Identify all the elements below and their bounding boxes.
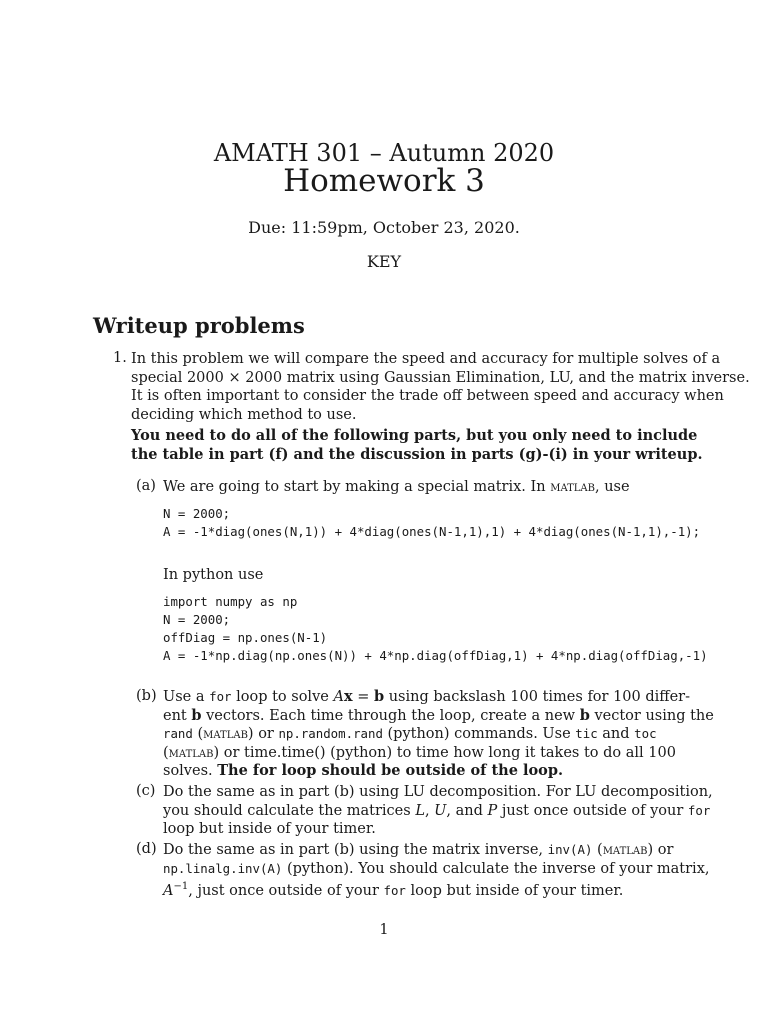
text: , just once outside of your	[188, 882, 384, 899]
part-d-line	[163, 841, 675, 860]
part-b-line	[163, 688, 690, 707]
section-heading: Writeup problems	[93, 313, 305, 338]
matlab-word: matlab	[203, 726, 248, 742]
text: (	[192, 726, 204, 742]
text: (python). You should calculate the inverse of your matrix,	[282, 860, 710, 877]
text: ent	[163, 707, 192, 724]
part-d-text	[163, 841, 710, 900]
part-d-label: (d)	[136, 841, 157, 857]
text: (python) commands. Use	[382, 726, 576, 742]
matlab-word: matlab	[168, 744, 214, 761]
code-for: for	[383, 882, 406, 898]
text: , and	[446, 802, 488, 819]
part-d-line	[163, 860, 710, 879]
due-date: Due: 11:59pm, October 23, 2020.	[248, 218, 520, 237]
math-b: b	[191, 706, 202, 724]
part-b-line	[163, 762, 675, 781]
text: and	[597, 726, 635, 742]
text: using backslash 100 times for 100 differ-	[384, 689, 690, 705]
part-c-text	[163, 783, 713, 839]
part-a-text	[163, 478, 675, 497]
text: vector using the	[589, 707, 714, 724]
part-c-line	[163, 802, 711, 821]
homework-title: Homework 3	[283, 163, 485, 199]
math-A: A	[163, 882, 174, 899]
text: (	[163, 744, 169, 761]
problem-instruction	[131, 427, 703, 464]
problem-number: 1.	[113, 350, 127, 366]
bold-note: The for loop should be outside of the loop.	[217, 762, 564, 779]
math-eq: =	[352, 689, 374, 705]
text: (	[592, 842, 603, 858]
instruction-line: You need to do all of the following parts, but you only need to include	[131, 427, 698, 444]
code-np-rand: np.random.rand	[278, 726, 383, 741]
text: ) or	[647, 842, 674, 858]
code-for: for	[687, 802, 711, 818]
part-c-line: loop but inside of your timer.	[163, 821, 376, 837]
text: just once outside of your	[497, 802, 688, 819]
text: you should calculate the matrices	[163, 802, 416, 819]
text: ) or	[247, 726, 279, 742]
key-label: KEY	[366, 252, 402, 271]
matlab-word: matlab	[550, 479, 595, 495]
part-d-line	[163, 878, 675, 900]
part-c-line: Do the same as in part (b) using LU decomposition. For LU decomposition,	[163, 784, 713, 800]
instruction-line: the table in part (f) and the discussion in parts (g)-(i) in your writeup.	[131, 445, 703, 463]
code-np-inv: np.linalg.inv(A)	[163, 860, 283, 876]
part-b-label: (b)	[136, 688, 157, 704]
course-title: AMATH 301 – Autumn 2020	[213, 139, 555, 167]
part-a-label: (a)	[136, 478, 156, 494]
part-c-label: (c)	[136, 783, 156, 799]
part-b-line	[163, 725, 675, 744]
intro-line: special 2000 × 2000 matrix using Gaussian Elimination, LU, and the matrix inverse.	[131, 369, 750, 386]
code-for: for	[209, 689, 232, 704]
python-code-block: import numpy as np N = 2000; offDiag = np.ones(N-1) A = -1*np.diag(np.ones(N)) + 4*np.diag(offDiag,1) + 4*np.diag(offDiag,-1)	[163, 594, 708, 663]
math-x: x	[343, 688, 353, 705]
part-b-line	[163, 706, 714, 726]
text: Use a	[163, 689, 210, 705]
problem-intro	[131, 350, 750, 424]
text: loop but inside of your timer.	[405, 882, 624, 899]
code-rand: rand	[163, 726, 193, 741]
math-b: b	[373, 688, 385, 705]
math-P: P	[487, 802, 498, 819]
math-L: L	[415, 802, 425, 819]
part-b-text	[163, 688, 714, 781]
text: ) or time.time() (python) to time how long it takes to do all 100	[213, 744, 676, 761]
part-b-line	[163, 744, 675, 763]
intro-line: In this problem we will compare the speed and accuracy for multiple solves of a	[131, 351, 721, 367]
text: Do the same as in part (b) using the matrix inverse,	[163, 842, 548, 858]
math-U: U	[434, 802, 447, 819]
text: loop to solve	[231, 689, 334, 705]
matlab-code-block: N = 2000; A = -1*diag(ones(N,1)) + 4*diag(ones(N-1,1),1) + 4*diag(ones(N-1,1),-1);	[163, 506, 701, 539]
code-inv: inv(A)	[547, 842, 593, 857]
text: ,	[424, 802, 435, 819]
use-word: , use	[595, 479, 630, 495]
math-A: A	[333, 689, 344, 705]
code-toc: toc	[634, 726, 657, 741]
math-b: b	[579, 706, 590, 724]
code-tic: tic	[575, 726, 598, 741]
text: vectors. Each time through the loop, create a new	[201, 707, 580, 724]
intro-line: It is often important to consider the trade off between speed and accuracy when	[131, 388, 724, 404]
matlab-word: matlab	[602, 842, 648, 858]
intro-line: deciding which method to use.	[131, 406, 357, 423]
page-number: 1	[379, 922, 389, 938]
text: solves.	[163, 763, 218, 779]
math-superscript: −1	[173, 881, 189, 892]
python-intro: In python use	[163, 567, 264, 583]
part-a-intro: We are going to start by making a special matrix. In	[163, 479, 551, 495]
